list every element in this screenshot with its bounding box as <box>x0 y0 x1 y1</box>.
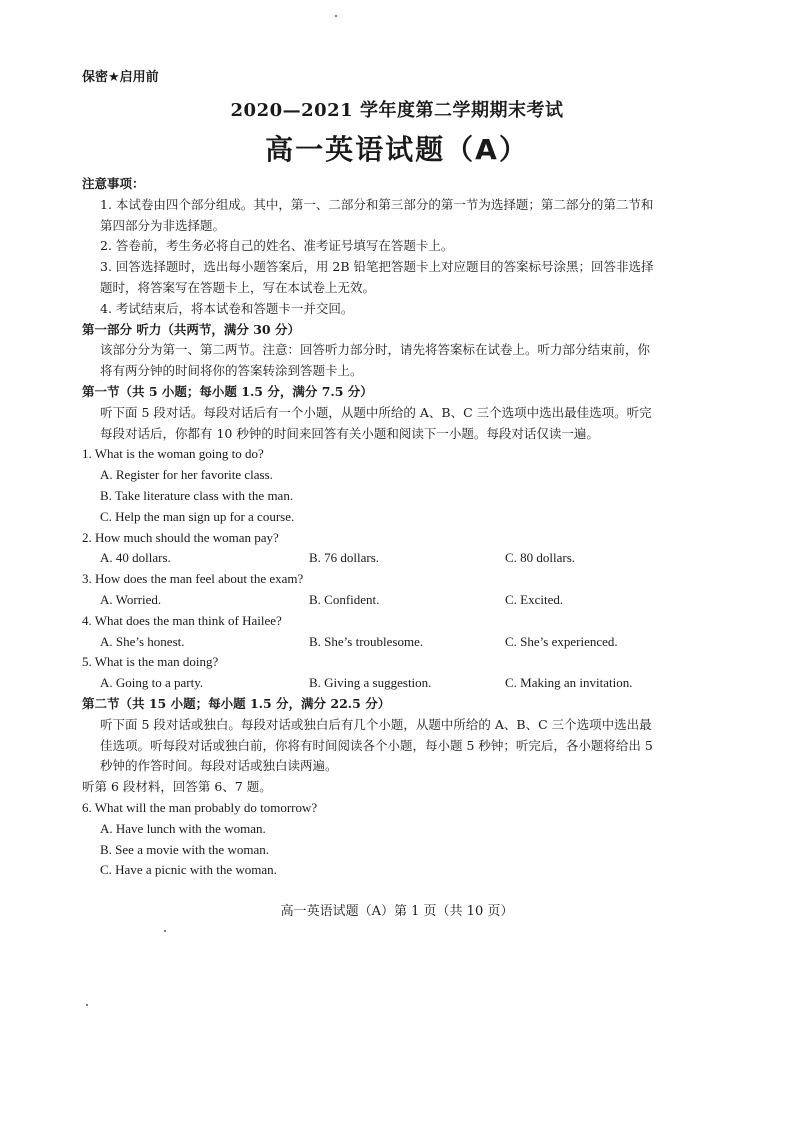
question-5-option-c: C. Making an invitation. <box>505 675 633 691</box>
question-2: 2. How much should the woman pay? <box>82 529 279 545</box>
section1-heading: 第一节（共 5 小题；每小题 1.5 分，满分 7.5 分） <box>82 383 373 399</box>
question-6-option-a: A. Have lunch with the woman. <box>100 820 266 836</box>
section1-intro: 听下面 5 段对话。每段对话后有一个小题，从题中所给的 A、B、C 三个选项中选出最佳选项。听完每段对话后，你都有 10 秒钟的时间来回答有关小题和阅读下一小题。每段对话仅读一遍。 <box>100 404 652 441</box>
question-5-option-b: B. Giving a suggestion. <box>309 675 432 691</box>
question-1: 1. What is the woman going to do? <box>82 446 264 462</box>
exam-year-title: 2020—2021 学年度第二学期期末考试 <box>230 100 564 121</box>
question-3-option-c: C. Excited. <box>505 591 564 607</box>
section2-material: 听第 6 段材料，回答第 6、7 题。 <box>82 779 272 795</box>
question-4-option-a: A. She’s honest. <box>100 633 185 649</box>
question-6: 6. What will the man probably do tomorrow? <box>82 799 318 815</box>
question-1-option-c: C. Help the man sign up for a course. <box>100 508 295 524</box>
confidential-label: 保密★启用前 <box>82 70 159 85</box>
question-5-options <box>82 673 657 694</box>
exam-title: 高一英语试题（A） <box>265 133 529 166</box>
note-item-2: 2. 答卷前，考生务必将自己的姓名、准考证号填写在答题卡上。 <box>100 238 454 254</box>
question-5-option-a: A. Going to a party. <box>100 675 204 691</box>
section2-intro: 听下面 5 段对话或独白。每段对话或独白后有几个小题，从题中所给的 A、B、C 三个选项中选出最佳选项。听每段对话或独白前，你将有时间阅读各个小题，每小题 5 秒钟；听完后，各小题将给出 5 秒钟的作答时间。每段对话或独白读两遍。 <box>100 716 653 774</box>
scan-speck <box>86 1004 88 1006</box>
part1-heading: 第一部分 听力（共两节，满分 30 分） <box>82 321 300 337</box>
scan-speck <box>164 930 166 932</box>
note-item-1: 1. 本试卷由四个部分组成。其中，第一、二部分和第三部分的第一节为选择题；第二部分的第二节和第四部分为非选择题。 <box>100 196 654 233</box>
exam-body <box>82 174 657 881</box>
question-2-option-b: B. 76 dollars. <box>309 550 380 566</box>
page-footer: 高一英语试题（A）第 1 页（共 10 页） <box>280 904 514 919</box>
question-6-option-b: B. See a movie with the woman. <box>100 841 269 857</box>
note-item-3: 3. 回答选择题时，选出每小题答案后，用 2B 铅笔把答题卡上对应题目的答案标号涂黑；回答非选择题时，将答案写在答题卡上，写在本试卷上无效。 <box>100 259 654 295</box>
question-4-options <box>82 632 657 653</box>
scan-speck <box>335 15 337 17</box>
question-4-option-b: B. She’s troublesome. <box>309 633 424 649</box>
question-3-option-b: B. Confident. <box>309 591 380 607</box>
question-4: 4. What does the man think of Hailee? <box>82 612 282 628</box>
question-5: 5. What is the man doing? <box>82 654 219 670</box>
question-2-options <box>82 548 657 569</box>
question-2-option-a: A. 40 dollars. <box>100 550 171 566</box>
note-item-4: 4. 考试结束后，将本试卷和答题卡一并交回。 <box>100 300 354 316</box>
section2-heading: 第二节（共 15 小题；每小题 1.5 分，满分 22.5 分） <box>82 695 391 711</box>
question-3-options <box>82 590 657 611</box>
question-2-option-c: C. 80 dollars. <box>505 550 576 566</box>
question-4-option-c: C. She’s experienced. <box>505 633 618 649</box>
question-1-option-b: B. Take literature class with the man. <box>100 487 294 503</box>
part1-intro: 该部分分为第一、第二两节。注意：回答听力部分时，请先将答案标在试卷上。听力部分结束前，你将有两分钟的时间将你的答案转涂到答题卡上。 <box>100 342 651 379</box>
question-3-option-a: A. Worried. <box>100 591 162 607</box>
question-1-option-a: A. Register for her favorite class. <box>100 467 273 483</box>
notes-heading: 注意事项： <box>82 176 145 191</box>
question-3: 3. How does the man feel about the exam? <box>82 571 304 587</box>
question-6-option-c: C. Have a picnic with the woman. <box>100 862 277 878</box>
